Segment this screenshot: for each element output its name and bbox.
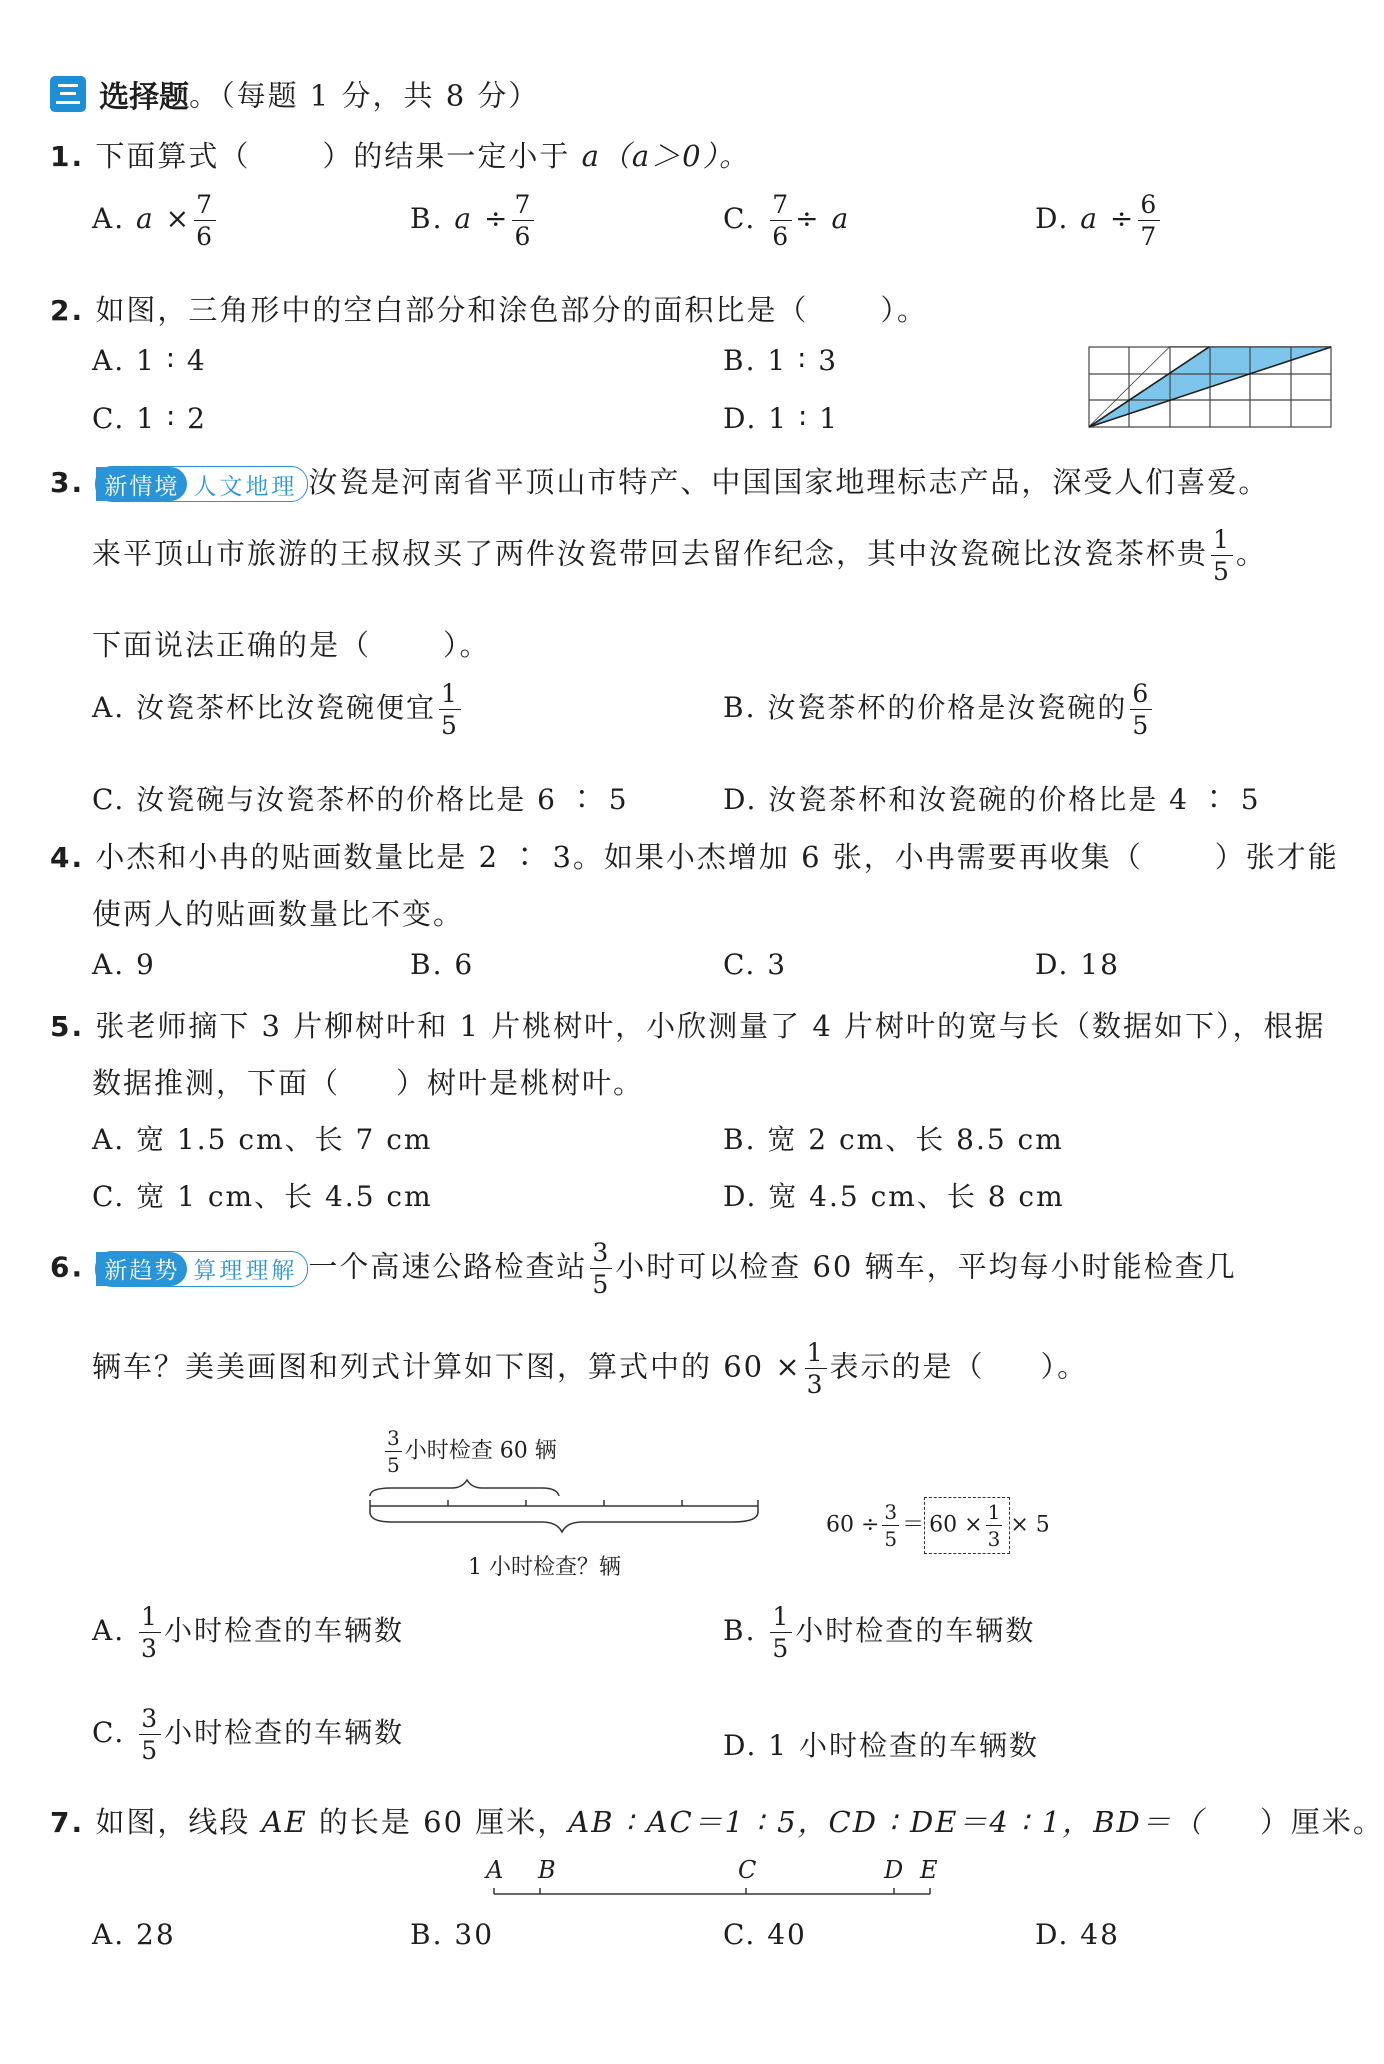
q1-option-b[interactable]: B. a ÷ $\frac{7}{6}$ (410, 190, 533, 251)
q2-option-b[interactable]: B. 1 ∶ 3 (723, 344, 839, 377)
q6-option-c[interactable]: C. $\frac{3}{5}$ 小时检查的车辆数 (92, 1704, 405, 1765)
q2-option-a[interactable]: A. 1 ∶ 4 (92, 344, 207, 377)
q2-triangle-grid-figure (1085, 343, 1335, 431)
q3-line2: 来平顶山市旅游的王叔叔买了两件汝瓷带回去留作纪念，其中汝瓷碗比汝瓷茶杯贵 $\frac{1}{5}$ 。 (92, 525, 1267, 586)
q6-option-b[interactable]: B. $\frac{1}{5}$ 小时检查的车辆数 (723, 1602, 1036, 1663)
q6-diagram-bottom-label: 1 小时检查？辆 (468, 1555, 621, 1580)
q4-line1: 4. 小杰和小冉的贴画数量比是 2 ∶ 3。如果小杰增加 6 张，小冉需要再收集（ ）张才能 (50, 840, 1339, 874)
q7-option-c[interactable]: C. 40 (723, 1918, 807, 1951)
q2-option-d[interactable]: D. 1 ∶ 1 (723, 402, 839, 435)
q7-point-e: E (920, 1856, 938, 1884)
q3-line1: 3. 新情境 人文地理 汝瓷是河南省平顶山市特产、中国国家地理标志产品，深受人们喜爱。 (50, 460, 1269, 502)
q5-option-a[interactable]: A. 宽 1.5 cm、长 7 cm (92, 1123, 433, 1156)
q4-option-d[interactable]: D. 18 (1035, 948, 1120, 981)
q2-stem: 2. 如图，三角形中的空白部分和涂色部分的面积比是（ ）。 (50, 293, 928, 327)
q3-tag: 新情境 人文地理 (95, 466, 308, 502)
q4-option-b[interactable]: B. 6 (410, 948, 475, 981)
q6-option-a[interactable]: A. $\frac{1}{3}$ 小时检查的车辆数 (92, 1602, 404, 1663)
q7-segment-ae (490, 1884, 936, 1900)
q6-tag: 新趋势 算理理解 (95, 1251, 308, 1287)
section-note: 。（每题 1 分，共 8 分） (189, 78, 540, 113)
q7-point-a: A (486, 1856, 504, 1884)
q6-option-d[interactable]: D. 1 小时检查的车辆数 (723, 1729, 1039, 1762)
q7-option-b[interactable]: B. 30 (410, 1918, 495, 1951)
q7-point-c: C (738, 1856, 757, 1884)
q5-option-d[interactable]: D. 宽 4.5 cm、长 8 cm (723, 1180, 1065, 1213)
section-title: 选择题 (99, 80, 190, 115)
q1-option-c[interactable]: C. $\frac{7}{6}$ ÷ a (723, 190, 851, 251)
q1-option-d[interactable]: D. a ÷ $\frac{6}{7}$ (1035, 190, 1159, 251)
q7-option-d[interactable]: D. 48 (1035, 1918, 1120, 1951)
q7-stem: 7. 如图，线段 AE 的长是 60 厘米，AB ∶ AC＝1 ∶ 5，CD ∶ DE＝4 ∶ 1，BD＝（ ）厘米。 (50, 1805, 1384, 1839)
q5-option-c[interactable]: C. 宽 1 cm、长 4.5 cm (92, 1180, 433, 1213)
q5-line1: 5. 张老师摘下 3 片柳树叶和 1 片桃树叶，小欣测量了 4 片树叶的宽与长（数据如下），根据 (50, 1009, 1326, 1043)
section-header (50, 72, 539, 116)
q4-option-c[interactable]: C. 3 (723, 948, 788, 981)
q7-point-b: B (538, 1856, 556, 1884)
q1-stem: 1. 下面算式（ ）的结果一定小于 a（a＞0）。 (50, 139, 751, 173)
q6-equation: 60 ÷ $\frac{3}{5}$ ＝ 60 × $\frac{1}{3}$ × 5 (826, 1497, 1050, 1554)
q1-option-a[interactable]: A. a × $\frac{7}{6}$ (92, 190, 214, 251)
q5-option-b[interactable]: B. 宽 2 cm、长 8.5 cm (723, 1123, 1064, 1156)
q4-line2: 使两人的贴画数量比不变。 (92, 897, 465, 931)
q4-option-a[interactable]: A. 9 (92, 948, 156, 981)
section-three-icon (50, 76, 86, 112)
q7-point-d: D (884, 1856, 904, 1884)
q7-option-a[interactable]: A. 28 (92, 1918, 176, 1951)
q6-highlight-box: 60 × $\frac{1}{3}$ (924, 1497, 1010, 1554)
q6-line1: 6. 新趋势 算理理解 一个高速公路检查站 $\frac{3}{5}$ 小时可以检查 60 辆车，平均每小时能检查几 (50, 1238, 1237, 1299)
q3-option-b[interactable]: B. 汝瓷茶杯的价格是汝瓷碗的 $\frac{6}{5}$ (723, 679, 1151, 740)
q2-option-c[interactable]: C. 1 ∶ 2 (92, 402, 207, 435)
q3-option-a[interactable]: A. 汝瓷茶杯比汝瓷碗便宜 $\frac{1}{5}$ (92, 679, 459, 740)
q5-line2: 数据推测，下面（ ）树叶是桃树叶。 (92, 1066, 645, 1100)
q3-option-c[interactable]: C. 汝瓷碗与汝瓷茶杯的价格比是 6 ∶ 5 (92, 783, 629, 816)
q6-diagram-top-label: $\frac{3}{5}$ 小时检查 60 辆 (387, 1426, 557, 1477)
q6-line2: 辆车？美美画图和列式计算如下图，算式中的 60 × $\frac{1}{3}$ 表示的是（ ）。 (92, 1338, 1089, 1399)
q6-segment-diagram (362, 1478, 762, 1544)
q3-option-d[interactable]: D. 汝瓷茶杯和汝瓷碗的价格比是 4 ∶ 5 (723, 783, 1261, 816)
q3-line3: 下面说法正确的是（ ）。 (92, 628, 491, 662)
